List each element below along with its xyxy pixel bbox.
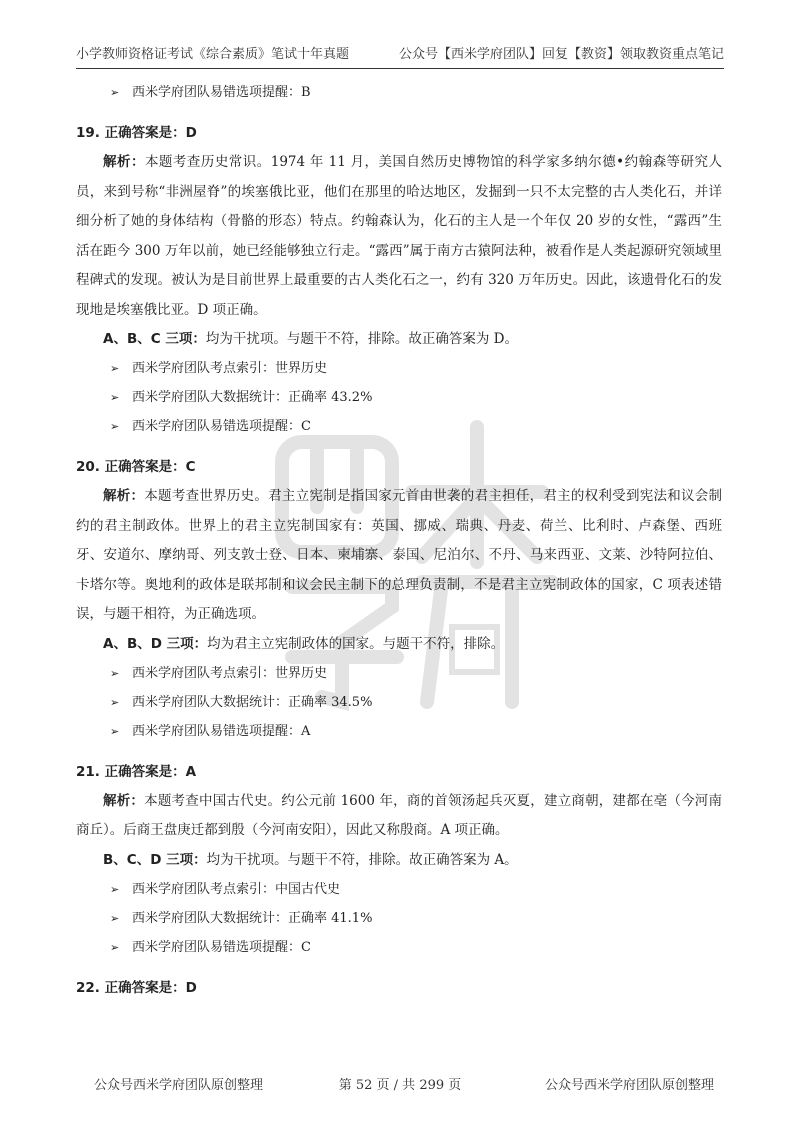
bullet-text: 西米学府团队大数据统计：正确率 34.5% bbox=[132, 694, 373, 710]
options-text: 均为干扰项。与题干不符，排除。故正确答案为 A。 bbox=[206, 851, 518, 868]
answer-heading-21: 21. 正确答案是：A bbox=[76, 763, 197, 780]
answer-heading-19: 19. 正确答案是：D bbox=[76, 125, 197, 141]
arrow-bullet-icon: ➢ bbox=[110, 86, 120, 99]
analysis-text: 本题考查世界历史。君主立宪制是指国家元首由世袭的君主担任，君主的权利受到宪法和议会制约的君主制政体。世界上的君主立宪制国家有：英国、挪威、瑞典、丹麦、荷兰、比利时、卢森堡、西班牙、安道尔、摩纳哥、列支敦士登、日本、柬埔寨、泰国、尼泊尔、不丹、马来西亚、文莱、沙特阿拉伯、卡塔尔等。奥地利的政体是联邦制和议会民主制下的总理负责制，不是君主立宪制政体的国家，C 项表述错误，与题干相符，为正确选项。 bbox=[76, 488, 723, 622]
arrow-bullet-icon: ➢ bbox=[110, 911, 120, 925]
answer-heading-22: 22. 正确答案是：D bbox=[76, 979, 197, 996]
arrow-bullet-icon: ➢ bbox=[110, 362, 120, 375]
arrow-bullet-icon: ➢ bbox=[110, 695, 120, 709]
bullet-text: 西米学府团队大数据统计：正确率 43.2% bbox=[132, 390, 373, 405]
analysis-label: 解析： bbox=[103, 488, 145, 504]
analysis-20 bbox=[76, 482, 722, 630]
analysis-21 bbox=[76, 787, 722, 846]
arrow-bullet-icon: ➢ bbox=[110, 666, 120, 680]
list-item bbox=[76, 717, 722, 746]
list-item bbox=[76, 933, 722, 962]
list-item bbox=[76, 659, 722, 688]
options-label: A、B、D 三项： bbox=[103, 635, 208, 652]
arrow-bullet-icon: ➢ bbox=[110, 420, 120, 433]
arrow-bullet-icon: ➢ bbox=[110, 724, 120, 738]
options-text: 均为干扰项。与题干不符，排除。故正确答案为 D。 bbox=[205, 331, 518, 347]
list-item bbox=[76, 383, 722, 412]
list-item bbox=[76, 412, 722, 441]
options-note-21 bbox=[76, 846, 722, 875]
bullet-text: 西米学府团队易错选项提醒：C bbox=[132, 939, 311, 955]
page-number: 第 52 页 / 共 299 页 bbox=[338, 1078, 462, 1093]
page-header bbox=[76, 42, 724, 69]
footer-left-text: 公众号西米学府团队原创整理 bbox=[94, 1078, 264, 1093]
list-item bbox=[76, 904, 722, 933]
bullet-text: 西米学府团队考点索引：世界历史 bbox=[132, 665, 328, 681]
analysis-text: 本题考查历史常识。1974 年 11 月，美国自然历史博物馆的科学家多纳尔德•约翰森等研究人员，来到号称“非洲屋脊”的埃塞俄比亚，他们在那里的哈达地区，发掘到一只不太完整的古人类化石，并详细分析了她的身体结构（骨骼的形态）特点。约翰森认为，化石的主人是一个年仅 20 岁的女性，“露西”生活在距今 300 万年以前，她已经能够独立行走。“露西”属于南方古猿阿法种，被看作是人类起源研究领域里程碑式的发现。被认为是目前世界上最重要的古人类化石之一，约有 320 万年历史。因此，该遗骨化石的发现地是埃塞俄比亚。D 项正确。 bbox=[76, 154, 722, 318]
list-item bbox=[76, 354, 722, 383]
analysis-label: 解析： bbox=[103, 154, 145, 170]
list-item bbox=[76, 875, 722, 904]
bullet-text: 西米学府团队考点索引：中国古代史 bbox=[132, 881, 341, 897]
page-content bbox=[76, 78, 722, 1003]
bullet-text: 西米学府团队考点索引：世界历史 bbox=[132, 361, 328, 376]
bullet-text: 西米学府团队易错选项提醒：B bbox=[132, 85, 311, 100]
list-item bbox=[76, 78, 722, 107]
analysis-text: 本题考查中国古代史。约公元前 1600 年，商的首领汤起兵灭夏，建立商朝，建都在亳（今河南商丘）。后商王盘庚迁都到殷（今河南安阳），因此又称殷商。A 项正确。 bbox=[76, 792, 722, 838]
bullet-text: 西米学府团队易错选项提醒：C bbox=[132, 419, 311, 434]
options-note-20 bbox=[76, 630, 722, 659]
list-item bbox=[76, 688, 722, 717]
analysis-19 bbox=[76, 148, 722, 325]
bullet-text: 西米学府团队大数据统计：正确率 41.1% bbox=[132, 910, 373, 926]
answer-heading-20: 20. 正确答案是：C bbox=[76, 459, 196, 475]
footer-right-text: 公众号西米学府团队原创整理 bbox=[544, 1078, 714, 1093]
header-left-text: 小学教师资格证考试《综合素质》笔试十年真题 bbox=[76, 47, 350, 62]
options-label: A、B、C 三项： bbox=[103, 331, 206, 347]
arrow-bullet-icon: ➢ bbox=[110, 882, 120, 896]
options-text: 均为君主立宪制政体的国家。与题干不符，排除。 bbox=[207, 635, 505, 652]
bullet-text: 西米学府团队易错选项提醒：A bbox=[132, 723, 311, 739]
analysis-label: 解析： bbox=[103, 792, 145, 809]
header-right-text: 公众号【西米学府团队】回复【教资】领取教资重点笔记 bbox=[398, 47, 724, 62]
options-label: B、C、D 三项： bbox=[103, 851, 207, 868]
options-note-19 bbox=[76, 325, 722, 354]
arrow-bullet-icon: ➢ bbox=[110, 940, 120, 954]
arrow-bullet-icon: ➢ bbox=[110, 391, 120, 404]
